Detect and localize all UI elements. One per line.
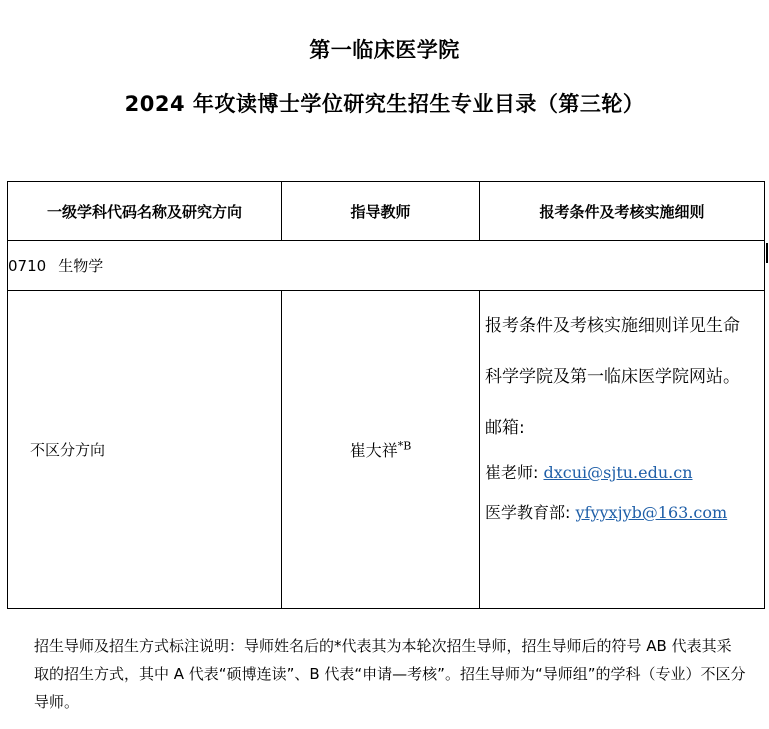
- advisor-name: 崔大祥: [349, 441, 398, 460]
- table-row: [8, 291, 765, 609]
- contact-office: [485, 493, 756, 533]
- column-header-subject: 一级学科代码名称及研究方向: [8, 182, 282, 241]
- column-header-advisor: 指导教师: [282, 182, 480, 241]
- contact-office-email-link[interactable]: yfyyxjyb@163.com: [575, 503, 728, 522]
- subject-row: [8, 241, 765, 291]
- margin-mark: [766, 243, 768, 263]
- page-subtitle: 2024 年攻读博士学位研究生招生专业目录（第三轮）: [124, 92, 645, 116]
- advisor-cell: [282, 291, 480, 609]
- contact-advisor: [485, 453, 756, 493]
- contact-advisor-label: 崔老师:: [485, 463, 539, 482]
- page-title: 第一临床医学院: [309, 38, 460, 62]
- table-header-row: [8, 182, 765, 241]
- mail-label: 邮箱:: [485, 418, 525, 438]
- conditions-cell: [480, 291, 765, 609]
- contact-advisor-email-link[interactable]: dxcui@sjtu.edu.cn: [543, 463, 693, 482]
- catalog-table: [7, 181, 765, 609]
- direction-cell: [8, 291, 282, 609]
- subject-code: 0710: [8, 257, 47, 275]
- direction-text: 不区分方向: [30, 441, 106, 459]
- column-header-conditions: 报考条件及考核实施细则: [480, 182, 765, 241]
- subject-name: 生物学: [58, 257, 104, 275]
- advisor-mark: *B: [397, 439, 412, 453]
- conditions-text: 报考条件及考核实施细则详见生命科学学院及第一临床医学院网站。: [485, 316, 740, 387]
- subject-cell: [8, 241, 765, 291]
- contact-office-label: 医学教育部:: [485, 503, 571, 522]
- footnote: 招生导师及招生方式标注说明：导师姓名后的*代表其为本轮次招生导师，招生导师后的符号 AB 代表其采取的招生方式，其中 A 代表“硕博连读”、B 代表“申请—考核”。招生导师为“导师组”的学科（专业）不区分导师。: [34, 637, 746, 711]
